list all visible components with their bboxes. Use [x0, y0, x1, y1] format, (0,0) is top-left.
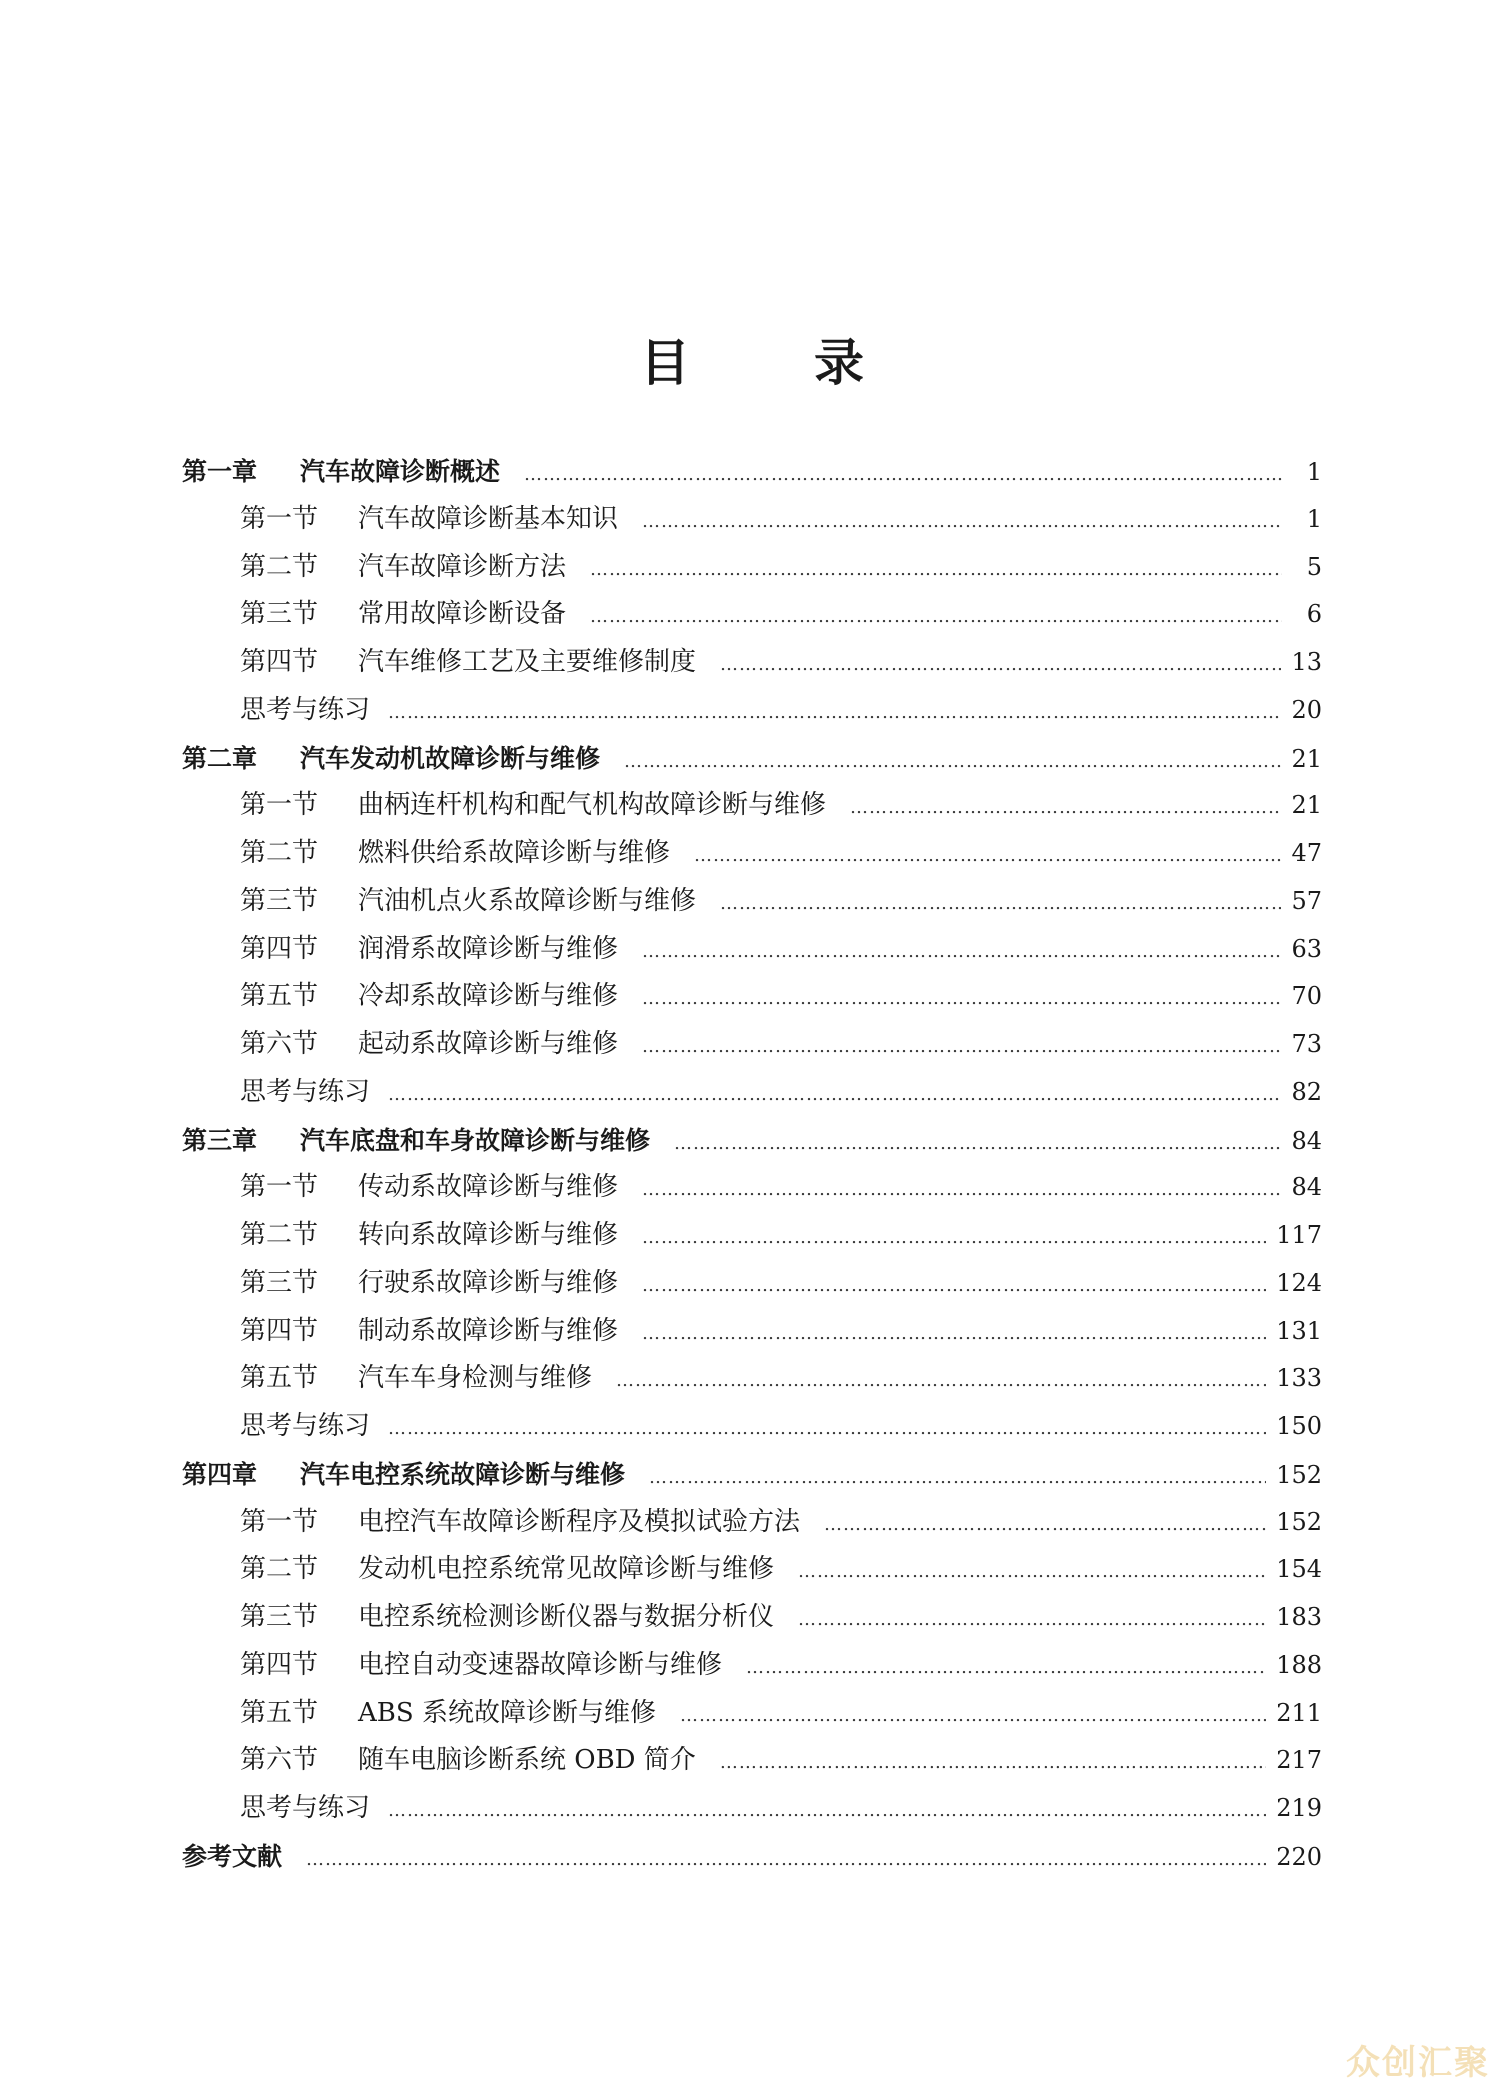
toc-entry-number: 第四节 — [240, 1315, 319, 1346]
toc-entry-title: 汽车维修工艺及主要维修制度 — [358, 647, 697, 677]
toc-entry-number: 第一章 — [182, 457, 258, 486]
toc-leader-dots — [680, 1692, 1266, 1740]
toc-entry-number: 第二节 — [240, 551, 319, 582]
toc-page-number: 70 — [1291, 982, 1322, 1011]
toc-leader-dots — [642, 1023, 1281, 1071]
toc-leader-dots — [674, 1120, 1281, 1168]
toc-entry-number: 第一节 — [240, 503, 319, 534]
toc-exercise-entry[interactable] — [182, 1785, 1322, 1833]
toc-leader-dots — [649, 1454, 1266, 1502]
toc-entry-title: 思考与练习 — [240, 1793, 371, 1823]
toc-leader-dots — [642, 1310, 1266, 1358]
toc-page-number: 217 — [1276, 1746, 1322, 1775]
toc-entry-number: 第四节 — [240, 933, 319, 964]
toc-page-number: 220 — [1276, 1842, 1322, 1871]
toc-page-number: 57 — [1291, 886, 1322, 915]
toc-entry-number: 第一节 — [240, 1506, 319, 1537]
toc-leader-dots — [388, 1787, 1266, 1835]
toc-leader-dots — [824, 1501, 1266, 1549]
toc-leader-dots — [388, 1405, 1266, 1453]
toc-page-number: 5 — [1306, 552, 1322, 581]
toc-leader-dots — [720, 641, 1281, 689]
toc-section-entry[interactable] — [182, 1594, 1322, 1642]
toc-section-entry[interactable] — [182, 639, 1322, 687]
toc-page-number: 154 — [1276, 1555, 1322, 1584]
toc-leader-dots — [798, 1548, 1266, 1596]
toc-entry-number: 第二节 — [240, 1220, 319, 1250]
toc-section-entry[interactable] — [182, 878, 1322, 926]
toc-section-entry[interactable] — [182, 1499, 1322, 1547]
toc-leader-dots — [694, 832, 1281, 880]
toc-page-number: 84 — [1291, 1126, 1322, 1155]
toc-section-entry[interactable] — [182, 1355, 1322, 1403]
toc-page-number: 152 — [1276, 1507, 1322, 1536]
toc-entry-number: 第三节 — [240, 885, 319, 916]
toc-entry-title: 汽车底盘和车身故障诊断与维修 — [300, 1125, 651, 1155]
toc-entry-number: 第四章 — [182, 1459, 258, 1489]
toc-entry-title: 制动系故障诊断与维修 — [358, 1315, 619, 1346]
toc-section-entry[interactable] — [182, 926, 1322, 974]
toc-entry-title: 常用故障诊断设备 — [358, 599, 567, 630]
toc-page-number: 47 — [1291, 839, 1322, 867]
toc-page-number: 188 — [1276, 1650, 1322, 1679]
toc-section-entry[interactable] — [182, 496, 1322, 544]
toc-entry-number: 第三节 — [240, 599, 319, 630]
toc-section-entry[interactable] — [182, 1546, 1322, 1594]
toc-entry-title: 思考与练习 — [240, 1411, 371, 1441]
toc-section-entry[interactable] — [182, 1737, 1322, 1785]
toc-section-entry[interactable] — [182, 1260, 1322, 1308]
toc-entry-title: 汽车故障诊断基本知识 — [358, 503, 619, 534]
toc-entry-number: 第四节 — [240, 1649, 319, 1680]
toc-section-entry[interactable] — [182, 973, 1322, 1021]
toc-page-number: 13 — [1291, 648, 1322, 676]
toc-entry-number: 第二章 — [182, 743, 258, 773]
toc-leader-dots — [720, 880, 1281, 928]
toc-entry-title: ABS 系统故障诊断与维修 — [358, 1697, 656, 1728]
toc-section-entry[interactable] — [182, 782, 1322, 830]
toc-entry-number: 第三节 — [240, 1602, 319, 1632]
toc-chapter-entry[interactable] — [182, 735, 1322, 783]
toc-entry-title: 思考与练习 — [240, 694, 371, 725]
toc-section-entry[interactable] — [182, 544, 1322, 592]
toc-entry-title: 电控系统检测诊断仪器与数据分析仪 — [358, 1602, 775, 1632]
page-title-char-2: 录 — [814, 333, 864, 392]
toc-entry-number: 第五节 — [240, 1363, 319, 1394]
toc-entry-title: 汽车电控系统故障诊断与维修 — [300, 1459, 626, 1489]
toc-leader-dots — [306, 1836, 1266, 1884]
toc-entry-number: 第六节 — [240, 1745, 319, 1776]
page-title-char-1: 目 — [640, 333, 690, 392]
toc-page-number: 124 — [1276, 1268, 1322, 1297]
toc-page-number: 133 — [1276, 1364, 1322, 1393]
toc-entry-title: 燃料供给系故障诊断与维修 — [358, 838, 671, 868]
toc-leader-dots — [524, 451, 1282, 499]
toc-page-number: 84 — [1291, 1173, 1322, 1202]
toc-entry-title: 电控自动变速器故障诊断与维修 — [358, 1649, 723, 1680]
toc-page-number: 211 — [1276, 1698, 1322, 1727]
toc-leader-dots — [642, 928, 1281, 976]
toc-entry-title: 电控汽车故障诊断程序及模拟试验方法 — [358, 1506, 801, 1537]
toc-exercise-entry[interactable] — [182, 1403, 1322, 1451]
toc-page-number: 6 — [1306, 600, 1322, 629]
toc-chapter-entry[interactable] — [182, 448, 1322, 496]
toc-leader-dots — [624, 738, 1281, 786]
toc-section-entry[interactable] — [182, 1021, 1322, 1069]
toc-leader-dots — [642, 1166, 1281, 1214]
toc-section-entry[interactable] — [182, 1642, 1322, 1690]
toc-entry-title: 汽油机点火系故障诊断与维修 — [358, 885, 697, 916]
toc-entry-title: 参考文献 — [182, 1841, 283, 1871]
toc-entry-number: 第六节 — [240, 1029, 319, 1059]
toc-leader-dots — [642, 1262, 1266, 1310]
toc-entry-title: 汽车发动机故障诊断与维修 — [300, 743, 601, 773]
toc-section-entry[interactable] — [182, 1690, 1322, 1738]
toc-section-entry[interactable] — [182, 591, 1322, 639]
toc-page-number: 63 — [1291, 934, 1322, 963]
toc-leader-dots — [388, 1071, 1281, 1119]
toc-page-number: 131 — [1276, 1316, 1322, 1345]
toc-entry-number: 第五节 — [240, 981, 319, 1012]
page-title — [0, 333, 1504, 392]
toc-leader-dots — [590, 593, 1282, 641]
toc-page-number: 73 — [1291, 1030, 1322, 1058]
toc-exercise-entry[interactable] — [182, 1069, 1322, 1117]
table-of-contents — [182, 448, 1322, 1881]
toc-page-number: 150 — [1276, 1412, 1322, 1440]
toc-chapter-entry[interactable] — [182, 1833, 1322, 1881]
toc-leader-dots — [590, 546, 1282, 594]
toc-entry-number: 第四节 — [240, 647, 319, 677]
toc-page-number: 117 — [1276, 1221, 1322, 1249]
toc-entry-number: 第一节 — [240, 790, 319, 821]
toc-chapter-entry[interactable] — [182, 1451, 1322, 1499]
toc-leader-dots — [798, 1596, 1266, 1644]
toc-page-number: 219 — [1276, 1794, 1322, 1822]
toc-section-entry[interactable] — [182, 830, 1322, 878]
toc-page-number: 21 — [1291, 744, 1322, 773]
toc-leader-dots — [642, 1214, 1266, 1262]
toc-entry-title: 曲柄连杆机构和配气机构故障诊断与维修 — [358, 790, 827, 821]
toc-entry-number: 第三节 — [240, 1267, 319, 1298]
toc-entry-number: 第一节 — [240, 1172, 319, 1203]
toc-page-number: 82 — [1291, 1077, 1322, 1106]
watermark-logo: 众创汇聚 — [1346, 2043, 1490, 2083]
toc-entry-title: 思考与练习 — [240, 1076, 371, 1107]
toc-entry-title: 行驶系故障诊断与维修 — [358, 1267, 619, 1298]
toc-leader-dots — [642, 498, 1282, 546]
toc-entry-number: 第二节 — [240, 1554, 319, 1585]
toc-page-number: 1 — [1306, 458, 1322, 486]
toc-page-number: 21 — [1291, 791, 1322, 820]
toc-page-number: 183 — [1276, 1603, 1322, 1631]
toc-leader-dots — [850, 784, 1281, 832]
toc-page-number: 1 — [1306, 504, 1322, 533]
toc-chapter-entry[interactable] — [182, 1117, 1322, 1165]
toc-leader-dots — [720, 1739, 1266, 1787]
toc-page-number: 20 — [1291, 695, 1322, 724]
toc-section-entry[interactable] — [182, 1308, 1322, 1356]
toc-entry-title: 传动系故障诊断与维修 — [358, 1172, 619, 1203]
toc-entry-title: 转向系故障诊断与维修 — [358, 1220, 619, 1250]
toc-entry-title: 发动机电控系统常见故障诊断与维修 — [358, 1554, 775, 1585]
toc-entry-number: 第三章 — [182, 1125, 258, 1155]
toc-section-entry[interactable] — [182, 1212, 1322, 1260]
toc-entry-title: 随车电脑诊断系统 OBD 简介 — [358, 1745, 696, 1776]
toc-exercise-entry[interactable] — [182, 687, 1322, 735]
toc-entry-title: 冷却系故障诊断与维修 — [358, 981, 619, 1012]
toc-entry-number: 第五节 — [240, 1697, 319, 1728]
toc-entry-number: 第二节 — [240, 838, 319, 868]
toc-page-number: 152 — [1276, 1460, 1322, 1489]
toc-entry-title: 汽车车身检测与维修 — [358, 1363, 593, 1394]
toc-entry-title: 润滑系故障诊断与维修 — [358, 933, 619, 964]
toc-entry-title: 起动系故障诊断与维修 — [358, 1029, 619, 1059]
toc-leader-dots — [642, 975, 1281, 1023]
toc-leader-dots — [746, 1644, 1266, 1692]
toc-leader-dots — [616, 1357, 1266, 1405]
toc-section-entry[interactable] — [182, 1164, 1322, 1212]
toc-leader-dots — [388, 689, 1281, 737]
toc-entry-title: 汽车故障诊断概述 — [300, 457, 501, 486]
toc-entry-title: 汽车故障诊断方法 — [358, 551, 567, 582]
